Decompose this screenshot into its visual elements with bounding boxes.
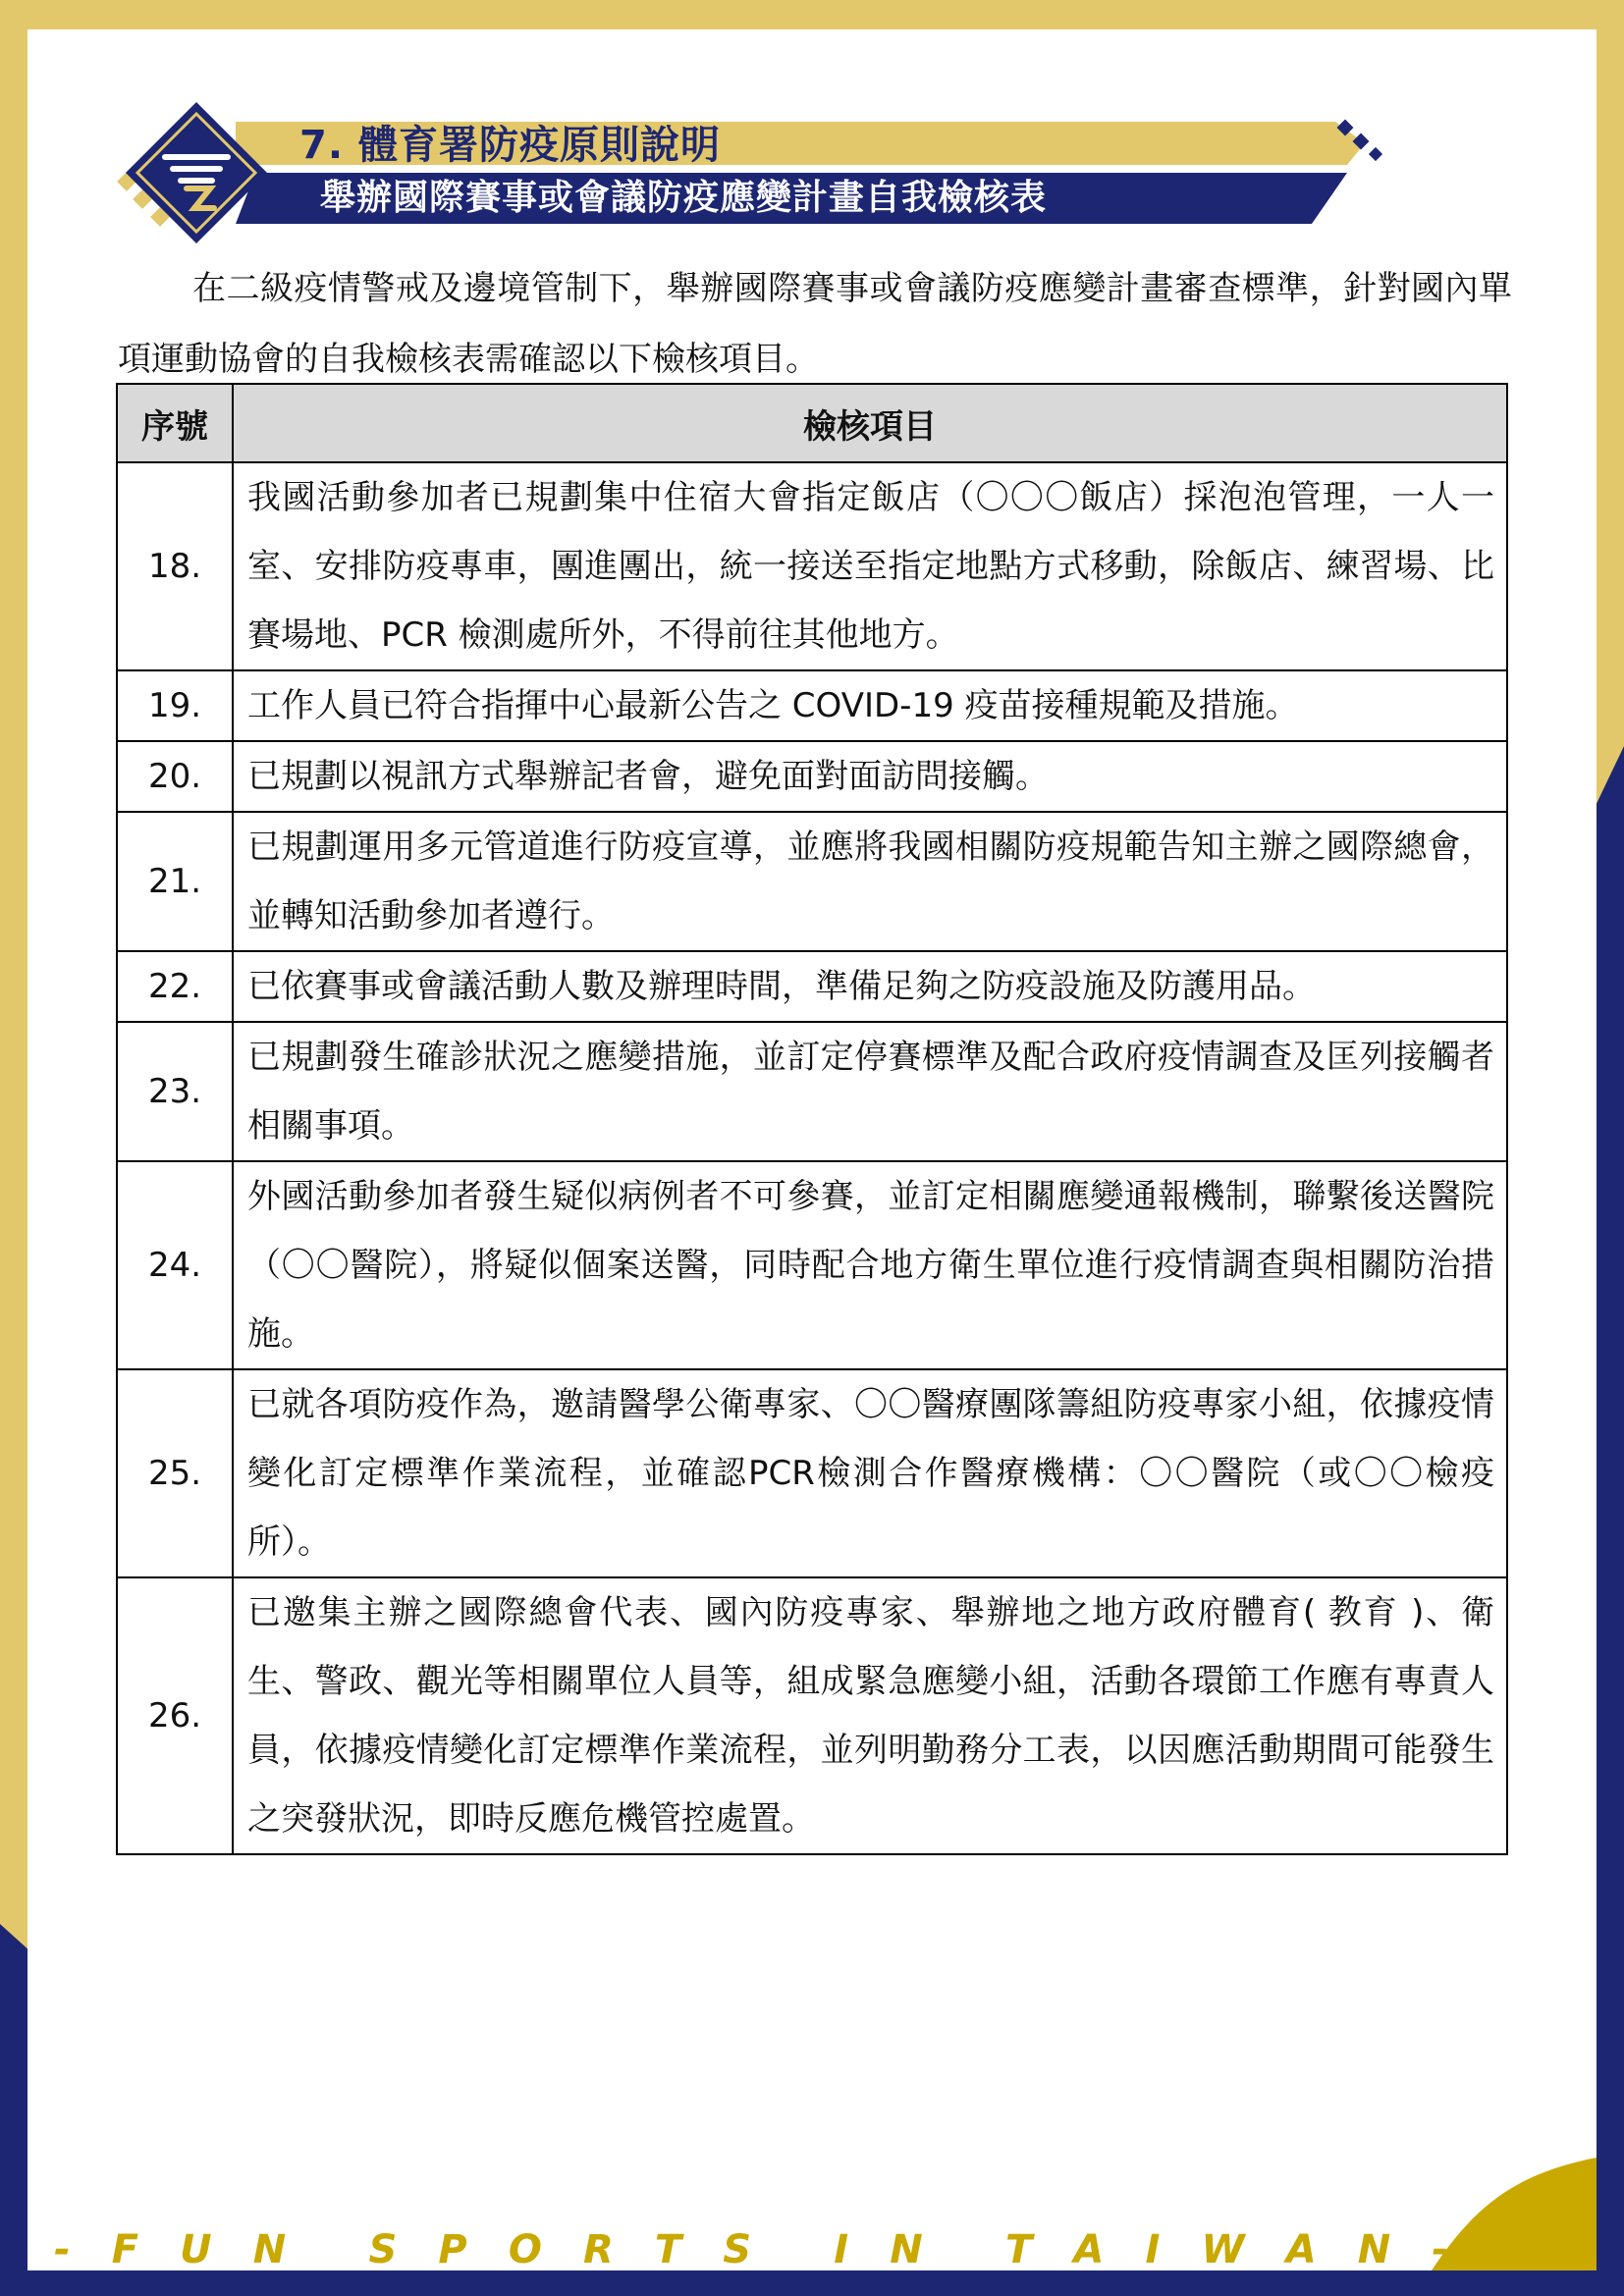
slogan-char: - [54, 2227, 71, 2272]
slogan-char: N [1357, 2227, 1391, 2272]
slogan-char: N [890, 2227, 923, 2272]
slogan-char: T [654, 2227, 682, 2272]
row-text: 已依賽事或會議活動人數及辦理時間，準備足夠之防疫設施及防護用品。 [233, 951, 1507, 1022]
slogan-char: W [1201, 2227, 1245, 2272]
row-number: 18. [117, 462, 233, 670]
table-row [117, 1022, 1507, 1161]
slogan-char: F [111, 2227, 139, 2272]
slogan-char: S [368, 2227, 398, 2272]
slogan-char: S [723, 2227, 752, 2272]
table-row [117, 951, 1507, 1022]
row-number: 19. [117, 670, 233, 741]
slogan-char: P [438, 2227, 467, 2272]
section-subtitle: 舉辦國際賽事或會議防疫應變計畫自我檢核表 [320, 178, 1048, 218]
row-number: 21. [117, 812, 233, 951]
intro-paragraph: 在二級疫情警戒及邊境管制下，舉辦國際賽事或會議防疫應變計畫審查標準，針對國內單項運動協會的自我檢核表需確認以下檢核項目。 [118, 269, 1512, 379]
slogan-char: N [252, 2227, 287, 2272]
row-number: 22. [117, 951, 233, 1022]
table-row [117, 670, 1507, 741]
row-text: 已規劃以視訊方式舉辦記者會，避免面對面訪問接觸。 [233, 741, 1507, 812]
row-text: 已邀集主辦之國際總會代表、國內防疫專家、舉辦地之地方政府體育( 教育 )、衛生、警政、觀光等相關單位人員等，組成緊急應變小組，活動各環節工作應有專責人員，依據疫情變化訂定標準作業流程，並列明勤務分工表，以因應活動期間可能發生之突發狀況，即時反應危機管控處置。 [233, 1577, 1507, 1854]
slogan-char: I [1145, 2227, 1161, 2272]
table-row [117, 1577, 1507, 1854]
slogan-char: T [1005, 2227, 1033, 2272]
column-header-number: 序號 [117, 384, 233, 462]
row-text: 外國活動參加者發生疑似病例者不可參賽，並訂定相關應變通報機制，聯繫後送醫院（〇〇醫院），將疑似個案送醫，同時配合地方衛生單位進行疫情調查與相關防治措施。 [233, 1161, 1507, 1369]
row-text: 我國活動參加者已規劃集中住宿大會指定飯店（〇〇〇飯店）採泡泡管理，一人一室、安排防疫專車，團進團出，統一接送至指定地點方式移動，除飯店、練習場、比賽場地、PCR 檢測處所外，不得前往其他地方。 [233, 462, 1507, 670]
table-row [117, 812, 1507, 951]
table-row [117, 741, 1507, 812]
checklist-table [116, 383, 1508, 1855]
slogan-char: A [1285, 2227, 1317, 2272]
slogan-char: U [180, 2227, 212, 2272]
row-number: 25. [117, 1369, 233, 1577]
row-text: 已規劃發生確診狀況之應變措施，並訂定停賽標準及配合政府疫情調查及匡列接觸者相關事項。 [233, 1022, 1507, 1161]
row-text: 已規劃運用多元管道進行防疫宣導，並應將我國相關防疫規範告知主辦之國際總會，並轉知活動參加者遵行。 [233, 812, 1507, 951]
section-title: 7. 體育署防疫原則說明 [299, 123, 721, 168]
table-row [117, 1369, 1507, 1577]
table-row [117, 1161, 1507, 1369]
slogan-char: A [1073, 2227, 1105, 2272]
slogan-char: O [508, 2227, 542, 2272]
slogan-char: - [1432, 2227, 1448, 2272]
table-header-row [117, 384, 1507, 462]
row-text: 工作人員已符合指揮中心最新公告之 COVID-19 疫苗接種規範及措施。 [233, 670, 1507, 741]
row-text: 已就各項防疫作為，邀請醫學公衛專家、〇〇醫療團隊籌組防疫專家小組，依據疫情變化訂定標準作業流程，並確認PCR檢測合作醫療機構：〇〇醫院（或〇〇檢疫所）。 [233, 1369, 1507, 1577]
row-number: 24. [117, 1161, 233, 1369]
footer-slogan [54, 2220, 1448, 2279]
row-number: 20. [117, 741, 233, 812]
slogan-char: I [834, 2227, 849, 2272]
column-header-item: 檢核項目 [233, 384, 1507, 462]
row-number: 23. [117, 1022, 233, 1161]
slogan-char: R [582, 2227, 614, 2272]
row-number: 26. [117, 1577, 233, 1854]
table-row [117, 462, 1507, 670]
